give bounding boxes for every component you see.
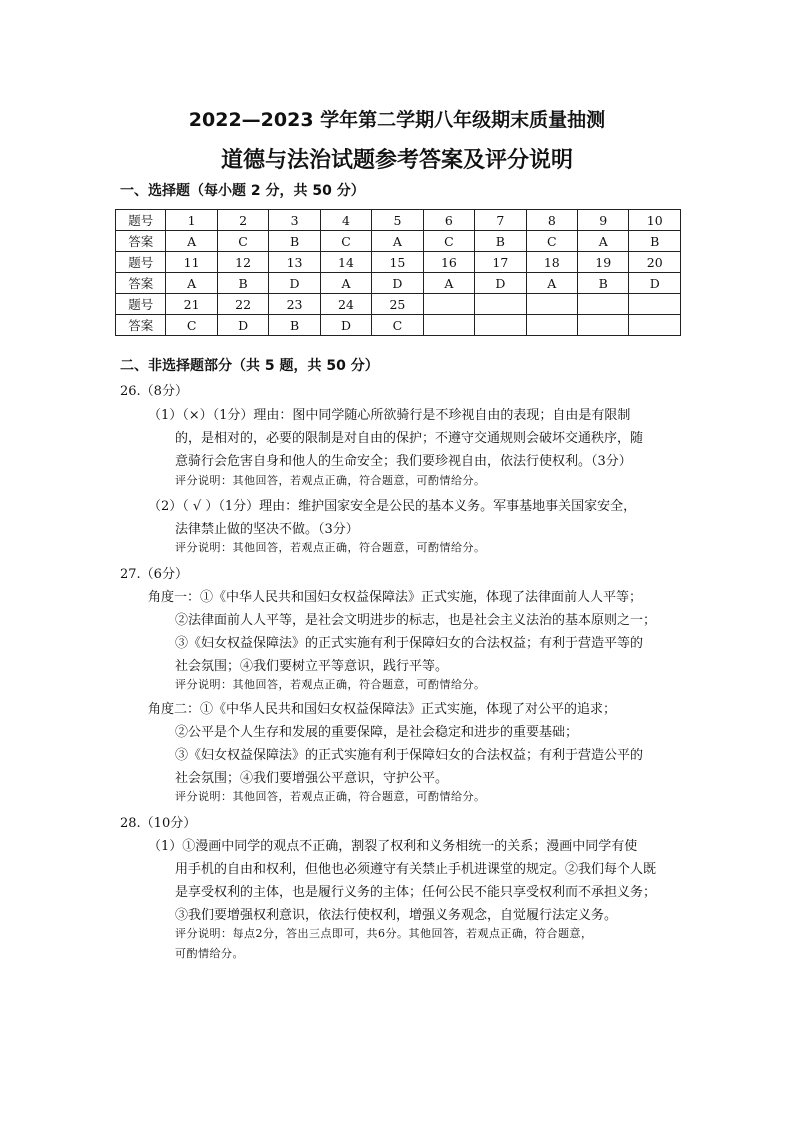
table-cell: D [269,273,320,294]
table-cell: 16 [423,252,474,273]
table-cell: 20 [629,252,681,273]
table-cell: 5 [372,210,423,231]
table-row-label: 题号 [116,210,166,231]
q28-scoring-note-line1: 评分说明：每点2分，答出三点即可，共6分。其他回答，若观点正确，符合题意， [175,927,593,940]
table-cell: 3 [269,210,320,231]
table-cell [475,294,526,315]
table-row-label: 题号 [116,294,166,315]
table-row [116,315,681,336]
q27-angle1-line3: ③《妇女权益保障法》的正式实施有利于保障妇女的合法权益；有利于营造平等的 [175,636,644,651]
table-cell: 2 [217,210,268,231]
q28-part1-line4: ③我们要增强权利意识，依法行使权利，增强义务观念，自觉履行法定义务。 [175,908,618,923]
table-cell: B [475,231,526,252]
q26-heading: 26.（8分） [120,384,188,399]
table-cell: 24 [320,294,371,315]
q26-scoring-note-2: 评分说明：其他回答，若观点正确，符合题意，可酌情给分。 [175,541,486,554]
q28-part1-line2: 用手机的自由和权利，但他也必须遵守有关禁止手机进课堂的规定。②我们每个人既 [175,862,657,877]
table-cell: D [320,315,371,336]
table-cell: 10 [629,210,681,231]
table-cell [629,315,681,336]
table-cell: 4 [320,210,371,231]
table-cell: C [423,231,474,252]
table-cell [475,315,526,336]
table-cell: 12 [217,252,268,273]
q26-part2-line2: 法律禁止做的坚决不做。（3分） [175,522,359,537]
table-row-label: 答案 [116,231,166,252]
q27-scoring-note-2: 评分说明：其他回答，若观点正确，符合题意，可酌情给分。 [175,790,486,803]
table-row-label: 答案 [116,273,166,294]
table-cell [578,315,629,336]
table-cell: A [578,231,629,252]
q28-scoring-note-line2: 可酌情给分。 [175,947,244,960]
exam-subtitle: 道德与法治试题参考答案及评分说明 [220,148,573,173]
table-cell: 25 [372,294,423,315]
q27-angle2-line1: 角度二：①《中华人民共和国妇女权益保障法》正式实施，体现了对公平的追求； [148,702,617,717]
table-cell: D [217,315,268,336]
table-row-label: 答案 [116,315,166,336]
table-cell: 14 [320,252,371,273]
table-cell: C [320,231,371,252]
q27-angle2-line4: 社会氛围；④我们要增强公平意识，守护公平。 [175,771,449,786]
table-cell [578,294,629,315]
table-cell: C [526,231,577,252]
q26-part1-line2: 的，是相对的，必要的限制是对自由的保护；不遵守交通规则会破坏交通秩序，随 [175,431,644,446]
table-cell: A [372,231,423,252]
table-cell: 11 [166,252,217,273]
table-cell: A [166,231,217,252]
table-cell: 18 [526,252,577,273]
q26-scoring-note-1: 评分说明：其他回答，若观点正确，符合题意，可酌情给分。 [175,474,486,487]
section-open-questions-heading: 二、非选择题部分（共 5 题，共 50 分） [120,358,379,374]
q27-angle1-line2: ②法律面前人人平等，是社会文明进步的标志，也是社会主义法治的基本原则之一； [175,613,657,628]
table-cell: A [320,273,371,294]
table-cell: A [526,273,577,294]
table-cell: 6 [423,210,474,231]
table-cell [423,315,474,336]
table-cell: C [372,315,423,336]
table-cell: A [423,273,474,294]
table-row [116,294,681,315]
table-cell: 1 [166,210,217,231]
table-cell: 9 [578,210,629,231]
multiple-choice-answer-table [115,209,681,336]
table-cell: A [166,273,217,294]
table-cell: B [269,315,320,336]
table-cell: B [578,273,629,294]
table-cell [629,294,681,315]
q26-part1-line1: （1）（×）（1分）理由：图中同学随心所欲骑行是不珍视自由的表现；自由是有限制 [148,408,631,423]
table-row [116,252,681,273]
q27-scoring-note-1: 评分说明：其他回答，若观点正确，符合题意，可酌情给分。 [175,678,486,691]
table-cell: D [372,273,423,294]
q27-heading: 27.（6分） [120,567,188,582]
table-cell: C [166,315,217,336]
table-cell: D [475,273,526,294]
q27-angle1-line1: 角度一：①《中华人民共和国妇女权益保障法》正式实施，体现了法律面前人人平等； [148,590,643,605]
q28-part1-line1: （1）①漫画中同学的观点不正确，割裂了权利和义务相统一的关系；漫画中同学有使 [148,839,638,854]
table-cell: C [217,231,268,252]
q27-angle2-line3: ③《妇女权益保障法》的正式实施有利于保障妇女的合法权益；有利于营造公平的 [175,748,644,763]
table-cell: 19 [578,252,629,273]
table-cell: B [629,231,681,252]
table-cell: 13 [269,252,320,273]
table-cell: 17 [475,252,526,273]
table-cell [423,294,474,315]
q27-angle2-line2: ②公平是个人生存和发展的重要保障，是社会稳定和进步的重要基础； [175,725,579,740]
section-multiple-choice-heading: 一、选择题（每小题 2 分，共 50 分） [120,183,365,199]
table-cell: 21 [166,294,217,315]
exam-title: 2022—2023 学年第二学期八年级期末质量抽测 [188,109,606,131]
table-cell: B [217,273,268,294]
table-cell: 8 [526,210,577,231]
q28-heading: 28.（10分） [120,816,197,831]
q26-part2-line1: （2）（ √ ）（1分）理由：维护国家安全是公民的基本义务。军事基地事关国家安全， [148,499,637,514]
table-row [116,273,681,294]
table-cell: 23 [269,294,320,315]
table-cell: B [269,231,320,252]
table-cell [526,294,577,315]
table-cell: 7 [475,210,526,231]
q28-part1-line3: 是享受权利的主体，也是履行义务的主体；任何公民不能只享受权利而不承担义务； [175,885,657,900]
table-row-label: 题号 [116,252,166,273]
table-cell: 22 [217,294,268,315]
table-row [116,231,681,252]
table-cell: 15 [372,252,423,273]
table-cell [526,315,577,336]
table-row [116,210,681,231]
q26-part1-line3: 意骑行会危害自身和他人的生命安全；我们要珍视自由，依法行使权利。（3分） [175,454,632,469]
q27-angle1-line4: 社会氛围；④我们要树立平等意识，践行平等。 [175,659,449,674]
table-cell: D [629,273,681,294]
